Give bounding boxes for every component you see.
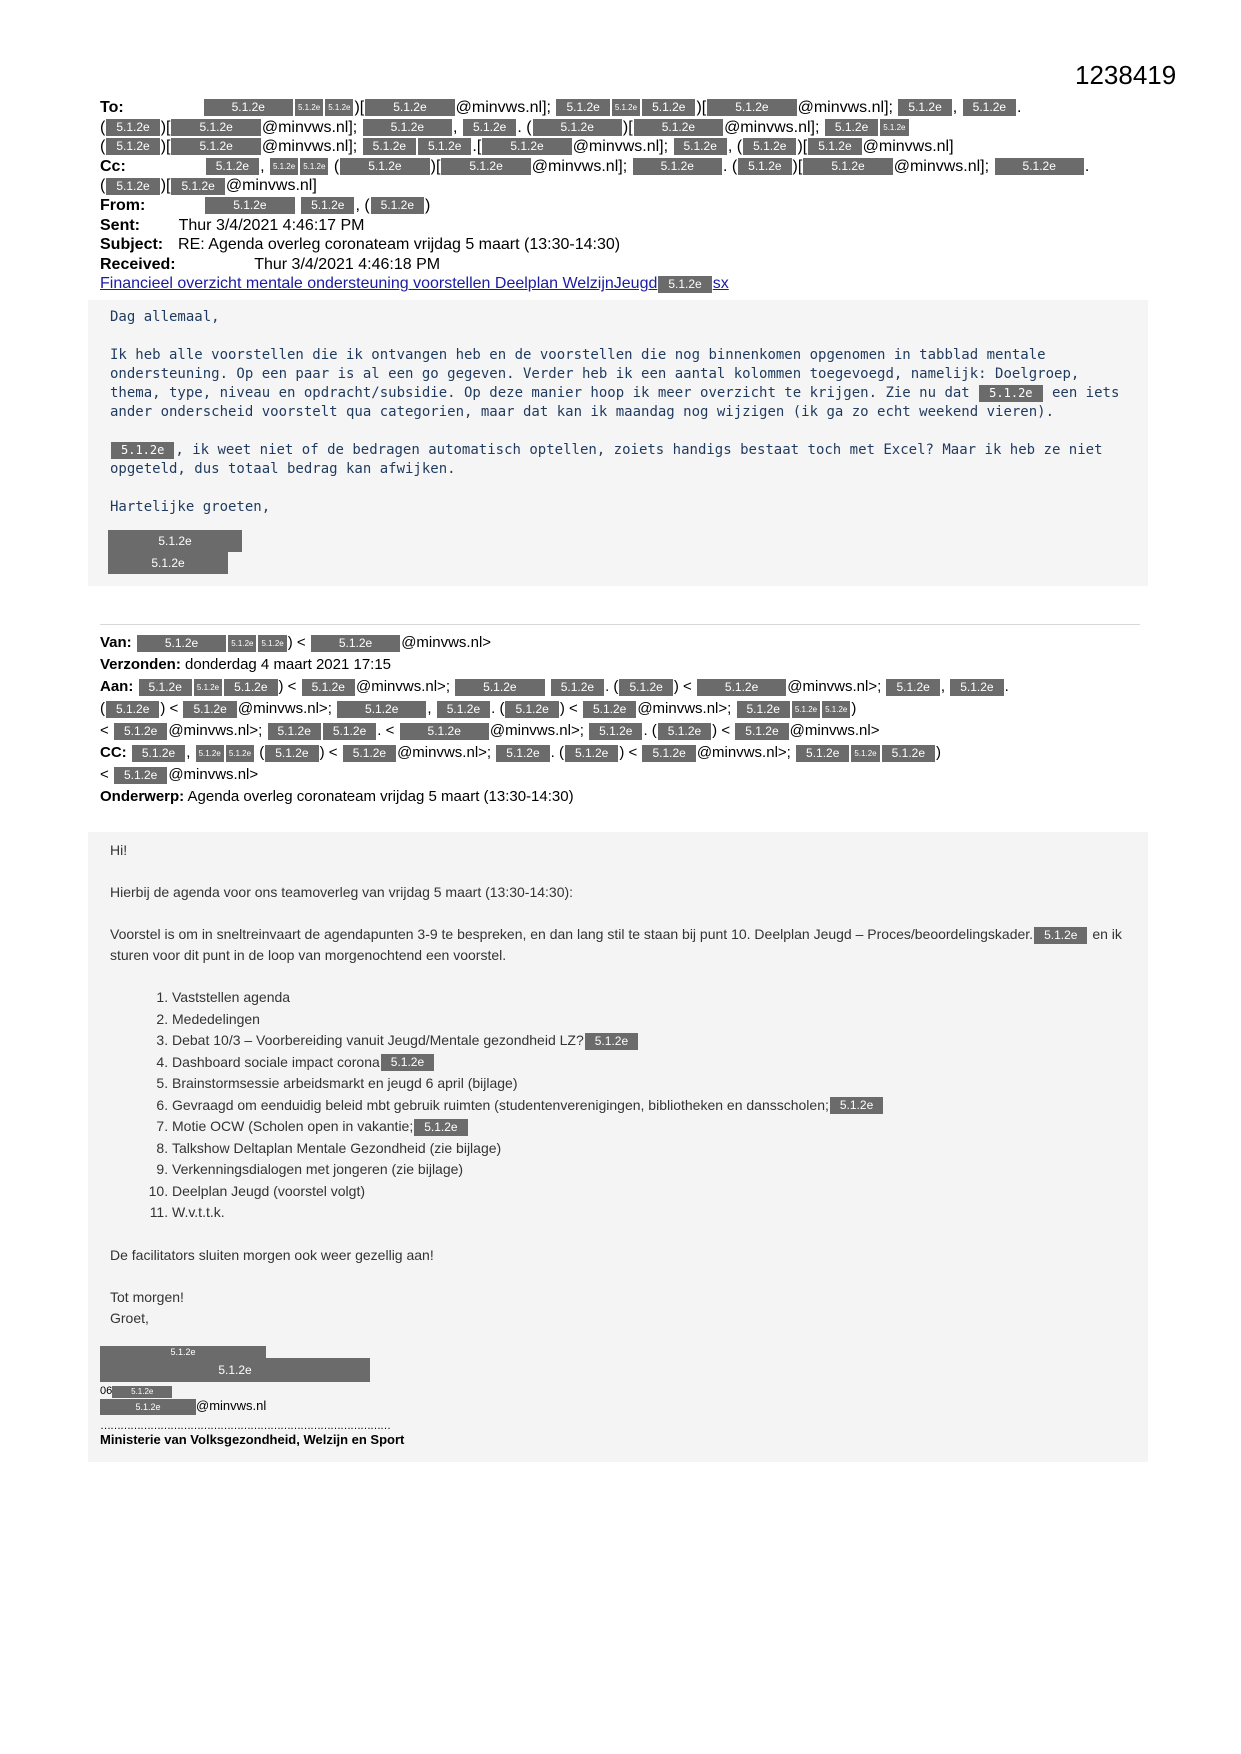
redaction: 5.1.2e: [337, 701, 426, 718]
reply-greeting: Dag allemaal,: [110, 309, 220, 325]
email-domain: @minvws.nl>: [401, 634, 492, 651]
body-greeting: Hi!: [110, 842, 128, 858]
redaction: 5.1.2e: [533, 119, 622, 136]
body-groet: Groet,: [110, 1309, 149, 1326]
redaction: 5.1.2e: [114, 723, 167, 740]
redaction: 5.1.2e: [825, 119, 878, 136]
reply-paragraph-1: Ik heb alle voorstellen die ik ontvangen heb en de voorstellen die nog binnenkomen opgenomen in tabblad mentale ondersteuning. Op een paar is al een go gegeven. Verder heb ik een aantal kolommen toegevoegd, namelijk: Doelgroep, thema, type, niveau en opdracht/subsidie. Op deze manier hoop ik meer overzicht te krijgen. Zie nu dat 5.1.2e een iets ander onderscheid voorstelt qua categorien, maar dat kan ik maandag nog wijzigen (ik ga zo echt weekend vieren).: [110, 347, 1128, 420]
attachment-row[interactable]: [100, 274, 1160, 294]
sent-row: [100, 216, 1160, 236]
redaction: 5.1.2e: [301, 197, 354, 214]
redaction: 5.1.2e: [139, 679, 192, 696]
email-header: [100, 98, 1160, 294]
redaction: 5.1.2e: [106, 178, 159, 195]
redaction: 5.1.2e: [106, 138, 159, 155]
redaction: 5.1.2e: [300, 158, 328, 175]
redaction: 5.1.2e: [100, 1358, 370, 1382]
email-domain: @minvws.nl>: [397, 744, 487, 761]
forwarded-header: [100, 632, 1140, 808]
redaction: 5.1.2e: [112, 1386, 172, 1398]
redaction: 5.1.2e: [265, 745, 318, 762]
email-domain: @minvws.nl>: [489, 722, 580, 739]
subject-label: Subject:: [100, 236, 164, 254]
email-domain: @minvws.nl]: [572, 138, 664, 156]
redaction: 5.1.2e: [100, 1399, 196, 1415]
email-domain: @minvws.nl]: [531, 157, 623, 175]
body-intro: Hierbij de agenda voor ons teamoverleg van vrijdag 5 maart (13:30-14:30):: [110, 884, 574, 900]
redaction: 5.1.2e: [583, 701, 636, 718]
onderwerp-label: Onderwerp:: [100, 788, 185, 805]
redaction: 5.1.2e: [363, 119, 452, 136]
redaction: 5.1.2e: [886, 679, 939, 696]
received-label: Received:: [100, 255, 176, 273]
redaction: 5.1.2e: [880, 119, 908, 136]
redaction: 5.1.2e: [194, 679, 222, 696]
redaction: 5.1.2e: [111, 442, 174, 459]
redaction: 5.1.2e: [830, 1097, 883, 1114]
aan-label: Aan:: [100, 678, 134, 695]
verzonden-label: Verzonden:: [100, 656, 181, 673]
cc-row: CC: 5.1.2e , 5.1.2e 5.1.2e ( 5.1.2e ) < 5.1.2e @minvws.nl>; 5.1.2e . ( 5.1.2e ) < 5.1.2e @minvws.nl>; 5.1.2e 5.1.2e 5.1.2e ): [100, 744, 942, 761]
cc-label: Cc:: [100, 157, 126, 175]
sent-value: Thur 3/4/2021 4:46:17 PM: [178, 216, 365, 234]
redaction: 5.1.2e: [743, 138, 796, 155]
redaction: 5.1.2e: [108, 552, 228, 574]
email-domain: @minvws.nl]: [862, 138, 954, 156]
redaction: 5.1.2e: [803, 158, 892, 175]
reply-signature: [108, 530, 1126, 574]
redaction: 5.1.2e: [633, 158, 722, 175]
redaction: 5.1.2e: [674, 138, 727, 155]
agenda-item: 1. Vaststellen agenda: [172, 987, 1126, 1009]
body-facilitators: De facilitators sluiten morgen ook weer gezellig aan!: [110, 1246, 434, 1263]
redaction: 5.1.2e: [224, 679, 277, 696]
redaction: 5.1.2e: [619, 679, 672, 696]
redaction: 5.1.2e: [642, 99, 695, 116]
redaction: 5.1.2e: [340, 158, 429, 175]
agenda-item: 8. Talkshow Deltaplan Mentale Gezondheid (zie bijlage): [172, 1138, 1126, 1160]
agenda-item: 7. Motie OCW (Scholen open in vakantie; 5.1.2e: [172, 1116, 1126, 1138]
footer: [100, 1420, 404, 1447]
reply-body: [88, 300, 1148, 586]
redaction: 5.1.2e: [132, 745, 185, 762]
redaction: 5.1.2e: [585, 1033, 638, 1050]
redaction: 5.1.2e: [796, 745, 849, 762]
redaction: 5.1.2e: [106, 701, 159, 718]
onderwerp-row: [100, 786, 1140, 808]
redaction: 5.1.2e: [325, 99, 353, 116]
email-domain: @minvws.nl>: [168, 766, 259, 783]
agenda-item: 6. Gevraagd om eenduidig beleid mbt gebruik ruimten (studentenverenigingen, bibliotheken en dansscholen; 5.1.2e: [172, 1095, 1126, 1117]
redaction: 5.1.2e: [658, 723, 711, 740]
redaction: 5.1.2e: [963, 99, 1016, 116]
redaction: 5.1.2e: [658, 276, 711, 293]
redaction: 5.1.2e: [365, 99, 454, 116]
redaction: 5.1.2e: [371, 197, 424, 214]
redaction: 5.1.2e: [137, 635, 226, 652]
divider: [100, 624, 1140, 625]
received-value: Thur 3/4/2021 4:46:18 PM: [254, 255, 441, 273]
to-row-2: ( 5.1.2e )[ 5.1.2e @minvws.nl]; 5.1.2e , 5.1.2e . ( 5.1.2e )[ 5.1.2e @minvws.nl]; 5.1.2e 5.1.2e: [100, 118, 1160, 138]
redaction: 5.1.2e: [205, 197, 294, 214]
redaction: 5.1.2e: [106, 119, 159, 136]
email-domain: @minvws.nl>: [787, 678, 878, 695]
cc-row: Cc: 5.1.2e , 5.1.2e 5.1.2e ( 5.1.2e )[ 5.1.2e @minvws.nl]; 5.1.2e . ( 5.1.2e )[ 5.1.2e @minvws.nl]; 5.1.2e .: [100, 157, 1090, 175]
redaction: 5.1.2e: [400, 723, 489, 740]
redaction: 5.1.2e: [295, 99, 323, 116]
redaction: 5.1.2e: [414, 1119, 467, 1136]
redaction: 5.1.2e: [642, 745, 695, 762]
aan-row: Aan: 5.1.2e 5.1.2e 5.1.2e ) < 5.1.2e @minvws.nl>; 5.1.2e 5.1.2e . ( 5.1.2e ) < 5.1.2e @minvws.nl>; 5.1.2e , 5.1.2e .: [100, 678, 1009, 695]
agenda-list: [110, 987, 1126, 1224]
redaction: 5.1.2e: [851, 745, 879, 762]
redaction: 5.1.2e: [505, 701, 558, 718]
sent-label: Sent:: [100, 216, 140, 234]
email-domain: @minvws.nl]: [724, 118, 815, 136]
redaction: 5.1.2e: [589, 723, 642, 740]
body-tot-morgen: Tot morgen!: [110, 1288, 184, 1305]
aan-row-3: < 5.1.2e @minvws.nl>; 5.1.2e 5.1.2e . < 5.1.2e @minvws.nl>; 5.1.2e . ( 5.1.2e ) < 5.1.2e @minvws.nl>: [100, 722, 880, 739]
email-domain: @minvws.nl]: [225, 177, 317, 195]
to-row-3: ( 5.1.2e )[ 5.1.2e @minvws.nl]; 5.1.2e 5.1.2e .[ 5.1.2e @minvws.nl]; 5.1.2e , ( 5.1.2e )[ 5.1.2e @minvws.nl]: [100, 138, 954, 156]
reply-paragraph-2: 5.1.2e , ik weet niet of de bedragen automatisch optellen, zoiets handigs bestaat toch met Excel? Maar ik heb ze niet opgeteld, dus totaal bedrag kan afwijken.: [110, 442, 1111, 477]
redaction: 5.1.2e: [822, 701, 850, 718]
redaction: 5.1.2e: [206, 158, 259, 175]
redaction: 5.1.2e: [995, 158, 1084, 175]
onderwerp-value: Agenda overleg coronateam vrijdag 5 maart (13:30-14:30): [187, 788, 574, 805]
redaction: 5.1.2e: [268, 723, 321, 740]
redaction: 5.1.2e: [735, 723, 788, 740]
redaction: 5.1.2e: [737, 701, 790, 718]
email-domain: @minvws.nl>: [696, 744, 787, 761]
email-domain: @minvws.nl>: [355, 678, 446, 695]
cc-row-2: ( 5.1.2e )[ 5.1.2e @minvws.nl]: [100, 177, 317, 195]
email-domain: @minvws.nl]: [261, 118, 353, 136]
agenda-item: 11. W.v.t.t.k.: [172, 1202, 1126, 1224]
agenda-item: 9. Verkenningsdialogen met jongeren (zie bijlage): [172, 1159, 1126, 1181]
redaction: 5.1.2e: [171, 138, 260, 155]
signature-block: [100, 1343, 370, 1415]
redaction: 5.1.2e: [171, 178, 224, 195]
ministry-name: Ministerie van Volksgezondheid, Welzijn en Sport: [100, 1432, 405, 1447]
redaction: 5.1.2e: [258, 635, 286, 652]
redaction: 5.1.2e: [463, 119, 516, 136]
cc-label: CC:: [100, 744, 127, 761]
redaction: 5.1.2e: [808, 138, 861, 155]
attachment-link[interactable]: Financieel overzicht mentale ondersteuning voorstellen Deelplan WelzijnJeugd 5.1.2e sx: [100, 275, 729, 293]
van-label: Van:: [100, 634, 132, 651]
redaction: 5.1.2e: [302, 679, 355, 696]
email-domain: @minvws.nl>: [789, 722, 880, 739]
body-proposal: Voorstel is om in sneltreinvaart de agendapunten 3-9 te bespreken, en dan lang stil te staan bij punt 10. Deelplan Jeugd – Proces/beoordelingskader. 5.1.2e en ik sturen voor dit punt in de loop van morgenochtend een voorstel.: [110, 926, 1122, 963]
redaction: 5.1.2e: [196, 745, 224, 762]
email-domain: @minvws.nl]: [797, 99, 889, 116]
agenda-item: 3. Debat 10/3 – Voorbereiding vanuit Jeugd/Mentale gezondheid LZ? 5.1.2e: [172, 1030, 1126, 1052]
redaction: 5.1.2e: [792, 701, 820, 718]
email-domain: @minvws.nl>: [237, 700, 328, 717]
redaction: 5.1.2e: [634, 119, 723, 136]
email-domain: @minvws.nl]: [893, 157, 985, 175]
redaction: 5.1.2e: [171, 119, 260, 136]
redaction: 5.1.2e: [455, 679, 544, 696]
redaction: 5.1.2e: [114, 767, 167, 784]
redaction: 5.1.2e: [204, 99, 293, 116]
redaction: 5.1.2e: [363, 138, 416, 155]
verzonden-value: donderdag 4 maart 2021 17:15: [185, 656, 392, 673]
agenda-item: 5. Brainstormsessie arbeidsmarkt en jeugd 6 april (bijlage): [172, 1073, 1126, 1095]
redaction: 5.1.2e: [950, 679, 1003, 696]
verzonden-row: [100, 654, 1140, 676]
redaction: 5.1.2e: [226, 745, 254, 762]
redaction: 5.1.2e: [1034, 927, 1087, 944]
subject-value: RE: Agenda overleg coronateam vrijdag 5 maart (13:30-14:30): [178, 236, 621, 254]
redaction: 5.1.2e: [612, 99, 640, 116]
redaction: 5.1.2e: [381, 1054, 434, 1071]
redaction: 5.1.2e: [898, 99, 951, 116]
redaction: 5.1.2e: [738, 158, 791, 175]
redaction: 5.1.2e: [418, 138, 471, 155]
redaction: 5.1.2e: [496, 745, 549, 762]
cc-row-2: < 5.1.2e @minvws.nl>: [100, 766, 259, 783]
redaction: 5.1.2e: [270, 158, 298, 175]
to-row: To: 5.1.2e 5.1.2e 5.1.2e )[ 5.1.2e @minvws.nl]; 5.1.2e 5.1.2e 5.1.2e )[ 5.1.2e @minvws.nl]; 5.1.2e , 5.1.2e .: [100, 99, 1022, 116]
redaction: 5.1.2e: [228, 635, 256, 652]
from-row: From: 5.1.2e 5.1.2e , ( 5.1.2e ): [100, 196, 431, 214]
email-domain: @minvws.nl]: [261, 138, 353, 156]
redaction: 5.1.2e: [323, 723, 376, 740]
agenda-item: 10. Deelplan Jeugd (voorstel volgt): [172, 1181, 1126, 1203]
redaction: 5.1.2e: [482, 138, 571, 155]
redaction: 5.1.2e: [437, 701, 490, 718]
dotted-separator: ……………………………………………………………………………: [100, 1420, 390, 1432]
aan-row-2: ( 5.1.2e ) < 5.1.2e @minvws.nl>; 5.1.2e , 5.1.2e . ( 5.1.2e ) < 5.1.2e @minvws.nl>; 5.1.2e 5.1.2e 5.1.2e ): [100, 700, 857, 717]
redaction: 5.1.2e: [441, 158, 530, 175]
agenda-item: 2. Mededelingen: [172, 1009, 1126, 1031]
redaction: 5.1.2e: [551, 679, 604, 696]
to-label: To:: [100, 99, 124, 116]
redaction: 5.1.2e: [311, 635, 400, 652]
redaction: 5.1.2e: [183, 701, 236, 718]
redaction: 5.1.2e: [707, 99, 796, 116]
email-domain: @minvws.nl>: [168, 722, 259, 739]
redaction: 5.1.2e: [697, 679, 786, 696]
redaction: 5.1.2e: [565, 745, 618, 762]
agenda-item: 4. Dashboard sociale impact corona 5.1.2e: [172, 1052, 1126, 1074]
redaction: 5.1.2e: [100, 1346, 266, 1358]
signature-email-domain: @minvws.nl: [196, 1398, 267, 1413]
document-id: 1238419: [1075, 60, 1177, 90]
van-row: Van: 5.1.2e 5.1.2e 5.1.2e ) < 5.1.2e @minvws.nl>: [100, 634, 492, 651]
redaction: 5.1.2e: [343, 745, 396, 762]
reply-closing: Hartelijke groeten,: [110, 499, 271, 515]
email-domain: @minvws.nl>: [637, 700, 728, 717]
phone-prefix: 06: [100, 1385, 113, 1397]
from-label: From:: [100, 196, 146, 214]
redaction: 5.1.2e: [979, 385, 1042, 402]
redaction: 5.1.2e: [556, 99, 609, 116]
subject-row: [100, 235, 1160, 255]
email-domain: @minvws.nl]: [455, 99, 547, 116]
received-row: [100, 255, 1160, 275]
redaction: 5.1.2e: [882, 745, 935, 762]
redaction: 5.1.2e: [108, 530, 242, 552]
